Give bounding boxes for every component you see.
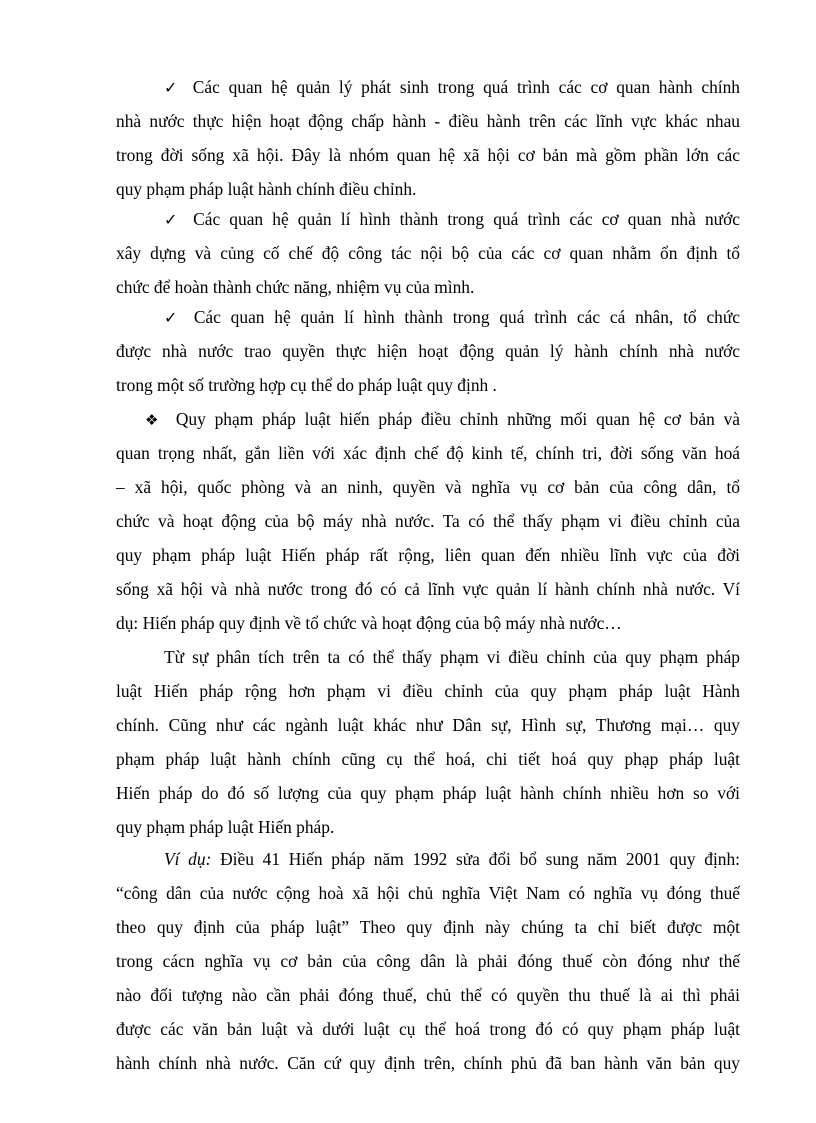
text-line: trong cácn nghĩa vụ cơ bản của công dân là phải đóng thuế còn đóng như thế bbox=[116, 951, 740, 971]
text-line: nào đối tượng nào cần phải đóng thuế, chủ thể có quyền thu thuế là ai thì phải bbox=[116, 985, 740, 1005]
text-line: nhà nước thực hiện hoạt động chấp hành - điều hành trên các lĩnh vực khác nhau bbox=[116, 111, 740, 131]
text-line: ✓ Các quan hệ quản lí hình thành trong quá trình các cơ quan nhà nước bbox=[164, 202, 740, 236]
example-label: Ví dụ: bbox=[164, 849, 212, 869]
text-line: được nhà nước trao quyền thực hiện hoạt động quản lý hành chính nhà nước bbox=[116, 341, 740, 361]
text-line: hành chính nhà nước. Căn cứ quy định trên, chính phủ đã ban hành văn bản quy bbox=[116, 1053, 740, 1073]
text-line: Từ sự phân tích trên ta có thể thấy phạm vi điều chỉnh của quy phạm pháp bbox=[164, 647, 740, 667]
checkmark-icon: ✓ bbox=[164, 210, 178, 229]
text-line: chính. Cũng như các ngành luật khác như Dân sự, Hình sự, Thương mại… quy bbox=[116, 715, 740, 735]
text-line: Ví dụ: Điều 41 Hiến pháp năm 1992 sửa đổi bổ sung năm 2001 quy định: bbox=[164, 849, 740, 869]
diamond-bullet-icon: ❖ bbox=[145, 411, 159, 429]
text-line: ❖ Quy phạm pháp luật hiến pháp điều chỉnh những mối quan hệ cơ bản và bbox=[145, 402, 740, 436]
checkmark-icon: ✓ bbox=[164, 308, 178, 327]
text-line: ✓ Các quan hệ quản lí hình thành trong quá trình các cá nhân, tổ chức bbox=[164, 300, 740, 334]
text-line: trong một số trường hợp cụ thể do pháp luật quy định . bbox=[116, 375, 497, 395]
text-line: luật Hiến pháp rộng hơn phạm vi điều chỉnh của quy phạm pháp luật Hành bbox=[116, 681, 740, 701]
text-line: dụ: Hiến pháp quy định về tổ chức và hoạt động của bộ máy nhà nước… bbox=[116, 613, 622, 633]
checkmark-icon: ✓ bbox=[164, 78, 178, 97]
text-line: quan trọng nhất, gắn liền với xác định chế độ kinh tế, chính tri, đời sống văn hoá bbox=[116, 443, 740, 463]
text-line: ✓ Các quan hệ quản lý phát sinh trong quá trình các cơ quan hành chính bbox=[164, 70, 740, 104]
text-line: “công dân của nước cộng hoà xã hội chủ nghĩa Việt Nam có nghĩa vụ đóng thuế bbox=[116, 883, 740, 903]
text-line: quy phạm pháp luật hành chính điều chỉnh. bbox=[116, 179, 417, 199]
text-line: trong đời sống xã hội. Đây là nhóm quan hệ xã hội cơ bản mà gồm phần lớn các bbox=[116, 145, 740, 165]
text-line: theo quy định của pháp luật” Theo quy định này chúng ta chỉ biết được một bbox=[116, 917, 740, 937]
text-line: chức và hoạt động của bộ máy nhà nước. Ta có thể thấy phạm vi điều chỉnh của bbox=[116, 511, 740, 531]
text-line: Hiến pháp do đó số lượng của quy phạm pháp luật hành chính nhiều hơn so với bbox=[116, 783, 740, 803]
text-line: phạm pháp luật hành chính cũng cụ thể hoá, chi tiết hoá quy phạp pháp luật bbox=[116, 749, 740, 769]
text-line: được các văn bản luật và dưới luật cụ thể hoá trong đó có quy phạm pháp luật bbox=[116, 1019, 740, 1039]
text-line: – xã hội, quốc phòng và an ninh, quyền và nghĩa vụ cơ bản của công dân, tổ bbox=[116, 477, 740, 497]
text-line: sống xã hội và nhà nước trong đó có cả lĩnh vực quản lí hành chính nhà nước. Ví bbox=[116, 579, 740, 599]
text-line: xây dựng và củng cố chế độ công tác nội bộ của các cơ quan nhằm ổn định tổ bbox=[116, 243, 740, 263]
text-line: chức để hoàn thành chức năng, nhiệm vụ của mình. bbox=[116, 277, 475, 297]
text-line: quy phạm pháp luật Hiến pháp. bbox=[116, 817, 335, 837]
text-line: quy phạm pháp luật Hiến pháp rất rộng, liên quan đến nhiều lĩnh vực của đời bbox=[116, 545, 740, 565]
